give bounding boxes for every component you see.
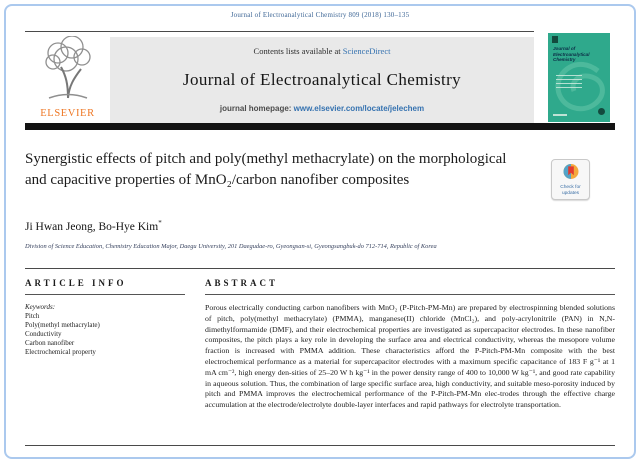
keywords-label: Keywords: — [25, 303, 56, 311]
elsevier-tree-icon — [39, 36, 97, 102]
homepage-line — [110, 104, 534, 113]
crossmark-label: Check for updates — [560, 185, 581, 196]
elsevier-wordmark: ELSEVIER — [40, 108, 95, 119]
cover-title: Journal of Electroanalytical Chemistry — [553, 46, 590, 63]
author-list — [25, 219, 162, 233]
abstract-heading: ABSTRACT — [205, 278, 279, 288]
sections-top-rule — [25, 268, 615, 269]
contents-line — [110, 46, 534, 56]
keyword-item: Electrochemical property — [25, 348, 96, 357]
journal-homepage-link[interactable]: www.elsevier.com/locate/jelechem — [293, 104, 425, 113]
page-citation: Journal of Electroanalytical Chemistry 809 (2018) 130–135 — [230, 11, 410, 19]
article-info-rule — [25, 294, 185, 295]
sciencedirect-link[interactable]: ScienceDirect — [342, 46, 391, 56]
corresponding-author-mark: * — [158, 219, 162, 227]
author-names: Ji Hwan Jeong, Bo-Hye Kim — [25, 220, 159, 233]
cover-footer-mark — [553, 114, 567, 116]
keyword-item: Poly(methyl methacrylate) — [25, 321, 100, 330]
contents-prefix: Contents lists available at — [253, 46, 343, 56]
abstract-column — [205, 278, 615, 411]
article-info-heading: ARTICLE INFO — [25, 278, 127, 288]
abstract-rule — [205, 294, 615, 295]
masthead-banner — [110, 37, 534, 123]
journal-title: Journal of Electroanalytical Chemistry — [182, 70, 462, 89]
keyword-item: Pitch — [25, 312, 40, 321]
keyword-item: Carbon nanofiber — [25, 339, 75, 348]
masthead-black-bar — [25, 123, 615, 130]
journal-cover-thumbnail[interactable] — [548, 33, 610, 122]
elsevier-logo[interactable] — [28, 36, 107, 123]
author-affiliation: Division of Science Education, Chemistry Education Major, Daegu University, 201 Daegudae-ro, Gyeongsan-si, Gyeongsangbuk-do 712-714, Republic of Korea — [25, 243, 437, 250]
article-info-column — [25, 278, 185, 358]
masthead-top-rule — [25, 31, 534, 32]
cover-publisher-mark — [552, 36, 558, 43]
article-title: Synergistic effects of pitch and poly(methyl methacrylate) on the morphological and capacitive properties of MnO₂/carbon nanofiber composites — [25, 151, 507, 189]
cover-society-seal — [598, 108, 605, 115]
cover-editor-lines — [556, 75, 582, 91]
homepage-prefix: journal homepage: — [219, 104, 294, 113]
keyword-item: Conductivity — [25, 330, 62, 339]
crossmark-badge[interactable] — [551, 159, 590, 200]
crossmark-icon — [562, 163, 580, 180]
page-bottom-rule — [25, 445, 615, 446]
abstract-text: Porous electrically conducting carbon nanofibers with MnO₂ (P-Pitch-PM-Mn) are prepared by electrospinning blended solutions of pitch, poly(methyl methacrylate) (PMMA), manganese(II) chloride (MnCl₂), and poly-acrylonitrile (PAN) in N,N-dimethylformamide (DMF), and their electrochemical properties are investigated as supercapacitor electrodes. In these nanofiber composites, the pitch plays a key role in developing the surface area and electrical conductivity, whereas the mesopore volume fraction is increased with PMMA addition. These characteristics afford the P-Pitch-PM-Mn composite with the best electrochemical performance as a material for supercapacitor electrodes with a maximum specific capacitance of 183 F g⁻¹ at 1 mA cm⁻², high energy den-sities of 25–20 W h kg⁻¹ in the power density range of 400 to 10,000 W kg⁻¹, and good rate capability in aqueous solution. Thus, the combination of large specific surface area, high conductivity, and suitable meso-porosity induced by pitch and PMMA improves the electrochemical performance of the P-Pitch-PM-Mn elec-trodes through the effective charge accumulation at the electrode/electrolyte double-layer interfaces and rapid pathways for electrolyte transportation. — [205, 303, 615, 410]
